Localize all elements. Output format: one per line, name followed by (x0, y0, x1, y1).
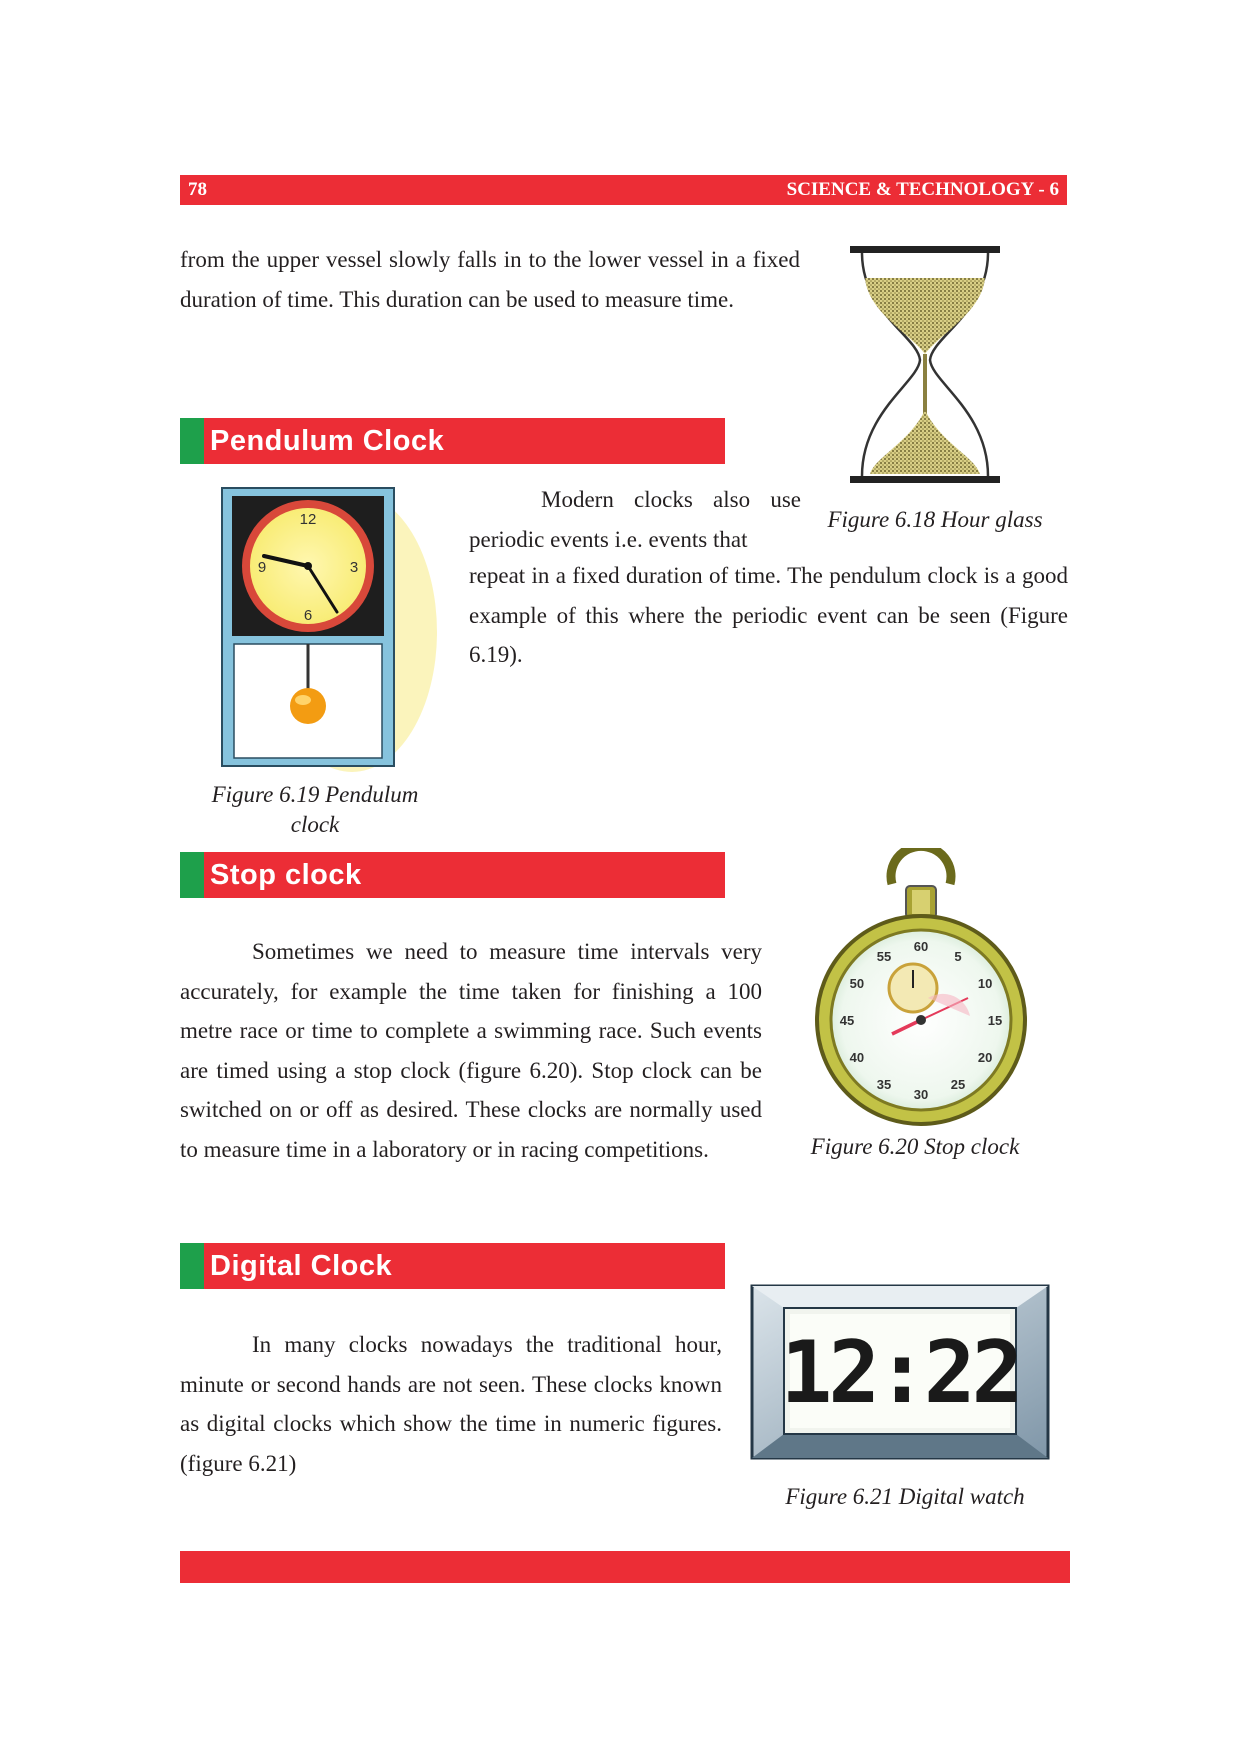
clock-numeral-3: 3 (349, 559, 359, 576)
digital-clock-heading (180, 1243, 725, 1289)
page-footer-bar (180, 1551, 1070, 1583)
book-title: SCIENCE & TECHNOLOGY - 6 (786, 179, 1059, 200)
stopwatch-dial-number: 5 (954, 948, 962, 964)
heading-band: Pendulum Clock (204, 418, 725, 464)
pendulum-clock-figure (182, 482, 437, 772)
heading-stripe (180, 418, 204, 464)
stop-clock-paragraph: Sometimes we need to measure time intervals very accurately, for example the time taken for finishing a 100 metre race or time to complete a swimming race. Such events are timed using a stop clock (figure 6.20). Stop clock can be switched on or off as desired. These clocks are normally used to measure time in a laboratory or in racing competitions. (180, 939, 762, 1162)
stopwatch-dial-number: 30 (913, 1087, 929, 1102)
stopwatch-icon (808, 848, 1034, 1128)
digital-watch-icon (748, 1272, 1053, 1464)
stop-clock-heading (180, 852, 725, 898)
heading-stripe (180, 1243, 204, 1289)
stopwatch-dial-number: 50 (849, 976, 865, 991)
hourglass-icon (840, 242, 1010, 484)
digital-clock-paragraph: In many clocks nowadays the traditional hour, minute or second hands are not seen. These clocks known as digital clocks which show the time in numeric figures. (figure 6.21) (180, 1332, 722, 1476)
stopwatch-dial-number: 45 (839, 1013, 855, 1028)
pendulum-clock-icon (182, 482, 437, 772)
hourglass-caption: Figure 6.18 Hour glass (827, 507, 1043, 532)
pendulum-paragraph-rest: repeat in a fixed duration of time. The pendulum clock is a good example of this where the periodic event can be seen (Figure 6.19). (469, 563, 1068, 667)
stopwatch-dial-number: 55 (876, 948, 892, 964)
stopwatch-dial-number: 15 (987, 1013, 1003, 1028)
clock-numeral-12: 12 (299, 511, 317, 528)
stop-clock-figure (808, 848, 1034, 1128)
stop-clock-caption: Figure 6.20 Stop clock (810, 1134, 1020, 1159)
page-header-bar (180, 175, 1067, 205)
clock-numeral-6: 6 (303, 607, 313, 624)
heading-band: Digital Clock (204, 1243, 725, 1289)
stopwatch-dial-number: 35 (876, 1077, 892, 1093)
heading-band: Stop clock (204, 852, 725, 898)
stopwatch-dial-number: 60 (913, 939, 929, 954)
heading-stripe (180, 852, 204, 898)
hourglass-figure (840, 242, 1010, 484)
page-number: 78 (188, 179, 207, 200)
pendulum-clock-caption: Figure 6.19 Pendulum clock (211, 782, 419, 837)
pendulum-paragraph-lead: Modern clocks also use periodic events i.e. events that (469, 487, 801, 552)
digital-watch-caption: Figure 6.21 Digital watch (785, 1484, 1025, 1509)
stopwatch-dial-number: 20 (977, 1050, 993, 1065)
clock-numeral-9: 9 (257, 559, 267, 576)
stopwatch-dial-number: 40 (849, 1050, 865, 1065)
digital-display-time: 12:22 (780, 1323, 1020, 1423)
digital-watch-figure (748, 1272, 1053, 1464)
pendulum-clock-heading (180, 418, 725, 464)
intro-paragraph: from the upper vessel slowly falls in to the lower vessel in a fixed duration of time. This duration can be used to measure time. (180, 247, 800, 312)
stopwatch-dial-number: 10 (977, 976, 993, 991)
stopwatch-dial-number: 25 (950, 1077, 966, 1093)
